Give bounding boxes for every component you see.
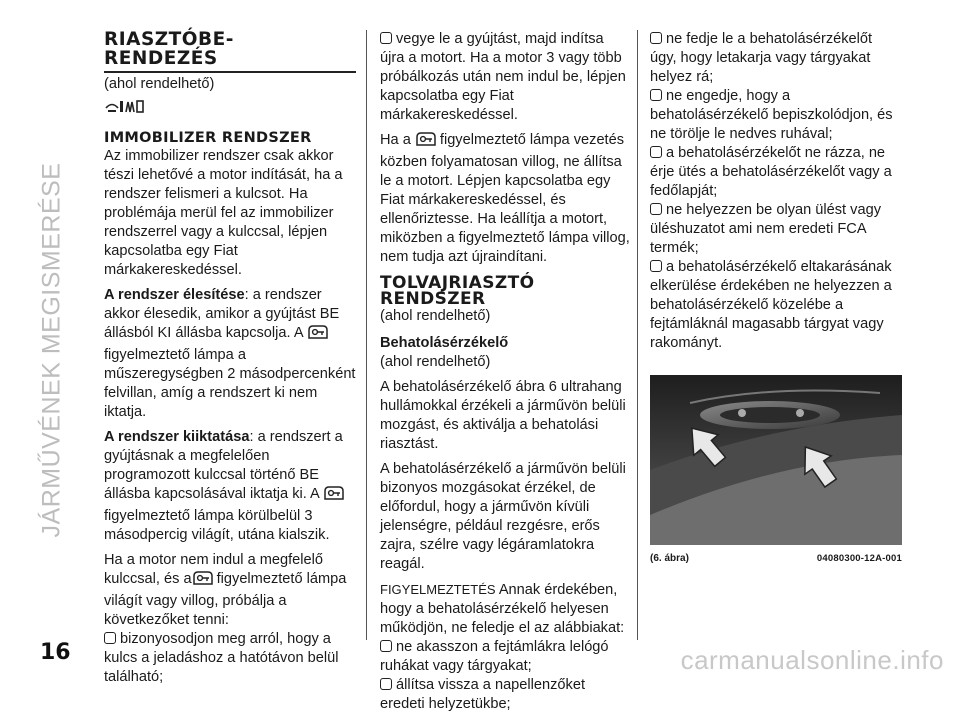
bullet-icon <box>380 32 392 44</box>
column-3 <box>650 30 902 568</box>
bullet-text: vegye le a gyújtást, majd indítsa újra a motort. Ha a motor 3 vagy több próbálkozás után nem indul be, lépjen kapcsolatba egy Fiat márkakereskedéssel. <box>380 31 626 123</box>
bullet-text: a behatolásérzékelőt ne rázza, ne érje ütés a behatolásérzékelőt vagy a fedőlapját; <box>650 145 892 199</box>
bullet-item <box>650 30 902 87</box>
immobilizer-lamp-icon <box>192 570 214 592</box>
bullet-icon <box>104 632 116 644</box>
chapter-side-title: JÁRMŰVÉNEK MEGISMERÉSE <box>37 162 66 538</box>
option-icons <box>104 98 356 120</box>
sensor-paragraph-2: A behatolásérzékelő a járművön belüli bizonyos mozgásokat érzékel, de előfordul, hogy a járművön kívüli jelenségre, például rezgésre, erős zajra, szélre vagy légáramlatokra reagál. <box>380 461 626 572</box>
bullet-item <box>380 638 632 676</box>
immobilizer-lamp-icon <box>415 131 437 153</box>
page-number: 16 <box>40 640 71 665</box>
immobilizer-lamp-icon <box>307 324 329 346</box>
immobilizer-intro: Az immobilizer rendszer csak akkor tészi lehetővé a motor indítását, ha a rendszer felismeri a kulcsot. Ha problémája merül fel az immobilizer rendszerrel vagy a kulccsal, lépjen kapcsolatba egy Fiat márkakereskedéssel. <box>104 148 343 278</box>
alarm-heading-line1: TOLVAJRIASZTÓ <box>380 273 535 293</box>
bullet-text: ne fedje le a behatolásérzékelőt úgy, hogy letakarja vagy tárgyakat helyez rá; <box>650 31 873 85</box>
bullet-item <box>104 630 356 687</box>
bullet-icon <box>650 146 662 158</box>
watermark: carmanualsonline.info <box>680 645 944 675</box>
availability-note: (ahol rendelhető) <box>104 76 215 92</box>
bullet-item <box>380 676 632 714</box>
column-divider <box>637 30 638 640</box>
section-title-line1: RIASZTÓBE- <box>104 29 234 50</box>
bullet-icon <box>380 640 392 652</box>
warning-label: FIGYELMEZTETÉS <box>380 582 496 597</box>
sensor-paragraph-1: A behatolásérzékelő ábra 6 ultrahang hullámokkal érzékeli a járművön belüli mozgást, és aktiválja a behatolási riasztást. <box>380 379 626 452</box>
bullet-text: ne akasszon a fejtámlákra lelógó ruhákat vagy tárgyakat; <box>380 639 609 674</box>
car-ceiling-illustration <box>650 375 902 545</box>
figure-code: 04080300-12A-001 <box>816 553 902 564</box>
key-wifi-icon <box>104 98 146 114</box>
bullet-text: a behatolásérzékelő eltakarásának elkerülése érdekében ne helyezzen a behatolásérzékelő közelébe a fejtámláknál magasabb tárgyat vagy rakományt. <box>650 259 892 351</box>
bullet-text: ne engedje, hogy a behatolásérzékelő bepiszkolódjon, és ne törölje le nedves ruhával; <box>650 88 893 142</box>
bullet-text: ne helyezzen be olyan ülést vagy üléshuzatot ami nem eredeti FCA termék; <box>650 202 881 256</box>
bullet-icon <box>650 89 662 101</box>
figure-caption <box>650 549 902 568</box>
figure-label: (6. ábra) <box>650 553 689 564</box>
sensor-heading: Behatolásérzékelő <box>380 335 509 351</box>
bullet-item <box>650 87 902 144</box>
flashing-lamp-paragraph <box>380 131 632 267</box>
bullet-icon <box>650 32 662 44</box>
column-2 <box>380 30 632 714</box>
intrusion-sensor-figure <box>650 375 902 545</box>
bullet-item <box>650 201 902 258</box>
alarm-heading-line2: RENDSZER <box>380 289 486 309</box>
section-title-line2: RENDEZÉS <box>104 48 218 69</box>
column-divider <box>366 30 367 640</box>
disarming-text-a: : a rendszert a gyújtásnak a megfelelően programozott kulccsal történő BE állásba kapcsolásával iktatja ki. A <box>104 429 343 502</box>
arming-text-b: figyelmeztető lámpa a műszeregységben 2 másodpercenként felvillan, amíg a rendszert ki nem iktatja. <box>104 347 356 420</box>
no-start-paragraph <box>104 551 356 630</box>
immobilizer-heading: IMMOBILIZER RENDSZER <box>104 130 312 146</box>
bullet-icon <box>650 260 662 272</box>
bullet-text: állítsa vissza a napellenzőket eredeti helyzetükbe; <box>380 677 586 712</box>
alarm-availability: (ahol rendelhető) <box>380 308 491 324</box>
disarming-text-b: figyelmeztető lámpa körülbelül 3 másodpercig világít, utána kialszik. <box>104 508 330 543</box>
title-rule <box>104 71 356 73</box>
disarming-label: A rendszer kiiktatása <box>104 429 250 445</box>
immobilizer-lamp-icon <box>323 485 345 507</box>
bullet-item <box>650 144 902 201</box>
bullet-text: bizonyosodjon meg arról, hogy a kulcs a jeladáshoz a hatótávon belül található; <box>104 631 339 685</box>
arming-text-a: : a rendszer akkor élesedik, amikor a gyújtást BE állásból KI állásba kapcsolja. A <box>104 287 340 341</box>
sensor-availability: (ahol rendelhető) <box>380 354 491 370</box>
bullet-icon <box>650 203 662 215</box>
warning-paragraph <box>380 580 632 638</box>
flashing-text-a: Ha a <box>380 132 411 148</box>
bullet-item <box>380 30 632 125</box>
disarming-paragraph <box>104 428 356 545</box>
warning-text: Annak érdekében, hogy a behatolásérzékelő helyesen működjön, ne feledje el az alábbiakat: <box>380 582 625 636</box>
flashing-text-b: figyelmeztető lámpa vezetés közben folyamatosan villog, ne állítsa le a motort. Lépjen kapcsolatba egy Fiat márkakereskedéssel, és ellenőriztesse. Ha leállítja a motort, miközben a figyelmeztető lámpa villog, nem tudja azt újraindítani. <box>380 132 630 265</box>
no-start-text-a: Ha a motor nem indul a megfelelő kulccsal, és a <box>104 552 324 587</box>
no-start-text-b: figyelmeztető lámpa világít vagy villog, próbálja a következőket tenni: <box>104 571 347 628</box>
arming-label: A rendszer élesítése <box>104 287 245 303</box>
bullet-item <box>650 258 902 353</box>
arming-paragraph <box>104 286 356 422</box>
column-1 <box>104 30 356 693</box>
bullet-icon <box>380 678 392 690</box>
